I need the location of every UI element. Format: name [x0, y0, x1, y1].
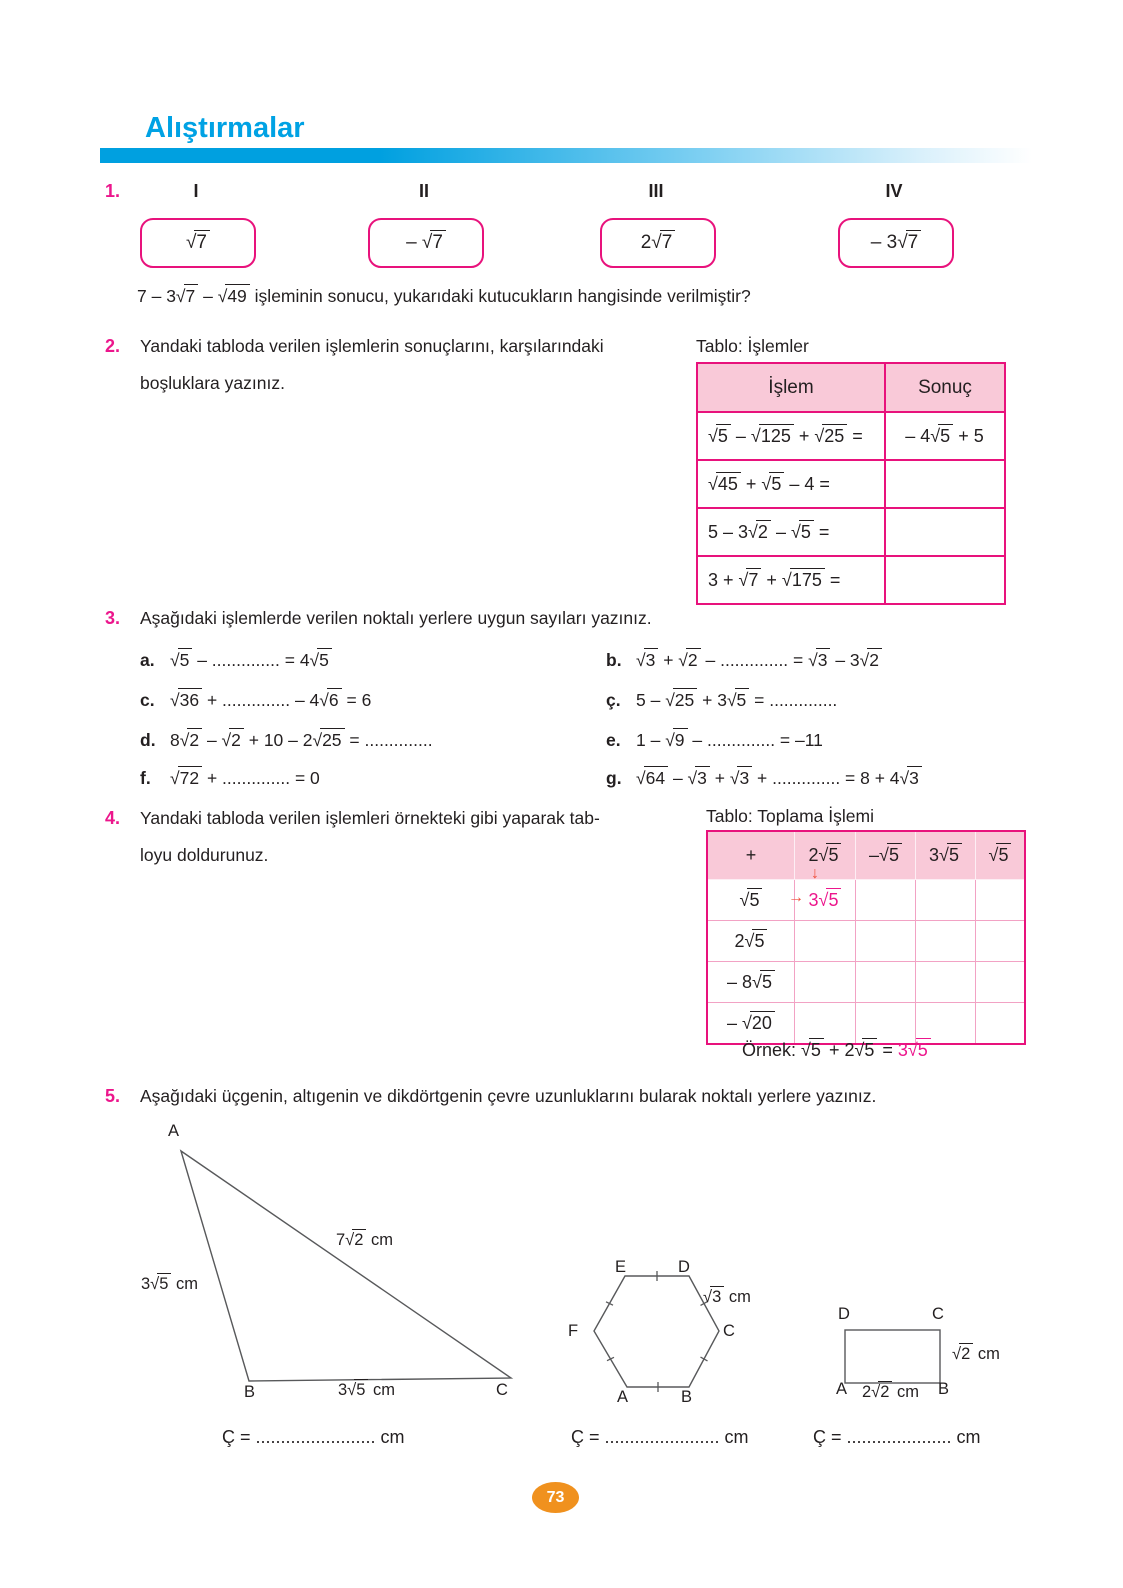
question-4-text-line1: Yandaki tabloda verilen işlemleri örnekteki gibi yaparak tab- — [140, 808, 600, 828]
option-box-2 — [368, 218, 484, 268]
roman-numeral-4: IV — [885, 181, 903, 201]
row-header-2: 2√5 — [707, 921, 795, 962]
q3-item-c — [140, 690, 371, 711]
empty-cell — [795, 1003, 856, 1045]
empty-cell — [976, 1003, 1026, 1045]
q3-item-b-expression: √3 + √2 – .............. = √3 – 3√2 — [636, 650, 882, 670]
hexagon-vertex-e: E — [615, 1258, 627, 1276]
q3-item-d-label: d. — [140, 730, 156, 750]
triangle-side-bc-label: 3√5 cm — [338, 1381, 396, 1399]
q3-item-g-expression: √64 – √3 + √3 + .............. = 8 + 4√3 — [636, 768, 922, 788]
rectangle-height-label: √2 cm — [952, 1345, 1000, 1363]
example-result: 3√5 — [898, 1040, 931, 1060]
question-5-text: Aşağıdaki üçgenin, altıgenin ve dikdörtgenin çevre uzunluklarını bularak noktalı yerlere yazınız. — [140, 1086, 877, 1106]
rectangle-vertex-d: D — [838, 1305, 850, 1323]
q3-item-c-expression: √36 + .............. – 4√6 = 6 — [170, 690, 372, 710]
q3-item-a — [140, 650, 332, 671]
q3-item-f-expression: √72 + .............. = 0 — [170, 768, 320, 788]
column-header-islem: İşlem — [697, 363, 885, 412]
q3-item-g — [606, 768, 922, 789]
table-row — [697, 412, 1005, 460]
empty-cell — [856, 921, 916, 962]
q3-item-f-label: f. — [140, 768, 151, 788]
triangle-perimeter-blank: Ç = ........................ cm — [222, 1427, 405, 1447]
q3-item-d — [140, 730, 433, 751]
page-number: 73 — [546, 1488, 565, 1506]
table-row — [707, 962, 1025, 1003]
hexagon-vertex-f: F — [568, 1322, 579, 1340]
red-right-arrow-icon: → — [788, 889, 804, 906]
table-row — [707, 880, 1025, 921]
triangle-figure — [148, 1118, 548, 1393]
question-3-number: 3. — [105, 608, 121, 628]
roman-numeral-3: III — [648, 181, 664, 201]
col-header-2: –√5 — [856, 831, 916, 880]
question-2-number: 2. — [105, 336, 121, 356]
q3-item-cc — [606, 690, 837, 711]
example-cell-value: 3√5 — [809, 890, 842, 910]
triangle-side-ac-label: 7√2 cm — [336, 1231, 394, 1249]
rectangle-vertex-a: A — [836, 1380, 848, 1398]
table-toplama — [706, 830, 1026, 1045]
q3-item-b — [606, 650, 882, 671]
col-header-4: √5 — [976, 831, 1026, 880]
q3-item-e-expression: 1 – √9 – .............. = –11 — [636, 730, 823, 750]
sonuc-cell-blank — [885, 460, 1005, 508]
rectangle-width-label: 2√2 cm — [862, 1383, 920, 1401]
hexagon-vertex-c: C — [723, 1322, 735, 1340]
rectangle-vertex-c: C — [932, 1305, 944, 1323]
table-row — [707, 921, 1025, 962]
row-header-3: – 8√5 — [707, 962, 795, 1003]
hexagon-vertex-a: A — [617, 1388, 629, 1406]
empty-cell — [976, 921, 1026, 962]
col-header-1: 2√5 — [795, 831, 856, 880]
question-1-number: 1. — [105, 181, 121, 201]
empty-cell — [976, 962, 1026, 1003]
page-number-badge — [532, 1482, 579, 1513]
row-header-4: – √20 — [707, 1003, 795, 1045]
roman-numeral-2: II — [418, 181, 429, 201]
question-5-number: 5. — [105, 1086, 121, 1106]
option-box-2-value: – √7 — [406, 232, 446, 254]
q3-item-a-expression: √5 – .............. = 4√5 — [170, 650, 332, 670]
empty-cell — [976, 880, 1026, 921]
triangle-vertex-c: C — [496, 1381, 508, 1399]
column-header-sonuc: Sonuç — [885, 363, 1005, 412]
q3-item-f — [140, 768, 320, 789]
empty-cell — [795, 962, 856, 1003]
question-2-text-line1: Yandaki tabloda verilen işlemlerin sonuçlarını, karşılarındaki — [140, 336, 604, 356]
col-header-3: 3√5 — [916, 831, 976, 880]
hexagon-side-label: √3 cm — [703, 1288, 751, 1306]
triangle-side-ab-label: 3√5 cm — [141, 1275, 199, 1293]
roman-numeral-1: I — [193, 181, 199, 201]
table-row — [697, 508, 1005, 556]
option-box-1 — [140, 218, 256, 268]
table-row — [697, 556, 1005, 604]
question-4-text-line2: loyu doldurunuz. — [140, 845, 269, 865]
islem-cell: √5 – √125 + √25 = — [697, 412, 885, 460]
question-1-expression: 7 – 3√7 – √49 — [137, 286, 250, 306]
example-expression: √5 + 2√5 = — [801, 1040, 898, 1060]
sonuc-cell-blank — [885, 508, 1005, 556]
option-box-3-value: 2√7 — [641, 232, 676, 254]
sonuc-cell: – 4√5 + 5 — [885, 412, 1005, 460]
table-toplama-caption: Tablo: Toplama İşlemi — [706, 806, 874, 826]
q3-item-c-label: c. — [140, 690, 155, 710]
rectangle-perimeter-blank: Ç = ..................... cm — [813, 1427, 981, 1447]
table-islemler — [696, 362, 1006, 605]
option-box-4 — [838, 218, 954, 268]
q3-item-e — [606, 730, 823, 751]
row-header-1: √5 — [707, 880, 795, 921]
table-row — [707, 831, 1025, 880]
page-title: Alıştırmalar — [145, 112, 305, 144]
table-row — [697, 460, 1005, 508]
q3-item-cc-expression: 5 – √25 + 3√5 = .............. — [636, 690, 838, 710]
option-box-1-value: √7 — [186, 232, 210, 254]
example-prefix: Örnek: — [742, 1040, 802, 1060]
question-3-text: Aşağıdaki işlemlerde verilen noktalı yerlere uygun sayıları yazınız. — [140, 608, 652, 628]
empty-cell — [916, 880, 976, 921]
table-islemler-caption: Tablo: İşlemler — [696, 336, 809, 356]
question-1-text — [137, 286, 751, 307]
empty-cell — [795, 921, 856, 962]
question-1-sentence: işleminin sonucu, yukarıdaki kutucukların hangisinde verilmiştir? — [254, 286, 751, 306]
empty-cell — [916, 962, 976, 1003]
option-box-4-value: – 3√7 — [871, 232, 921, 254]
triangle-vertex-b: B — [244, 1383, 256, 1401]
q3-item-b-label: b. — [606, 650, 622, 670]
question-2-text-line2: boşluklara yazınız. — [140, 373, 285, 393]
rectangle-vertex-b: B — [938, 1380, 950, 1398]
example-line — [742, 1040, 931, 1061]
q3-item-d-expression: 8√2 – √2 + 10 – 2√25 = .............. — [170, 730, 433, 750]
option-box-3 — [600, 218, 716, 268]
triangle-vertex-a: A — [168, 1122, 180, 1140]
hexagon-figure — [560, 1252, 790, 1407]
q3-item-e-label: e. — [606, 730, 621, 750]
q3-item-g-label: g. — [606, 768, 622, 788]
table-row — [697, 363, 1005, 412]
title-underline-bar — [100, 148, 1032, 163]
sonuc-cell-blank — [885, 556, 1005, 604]
plus-header: + — [707, 831, 795, 880]
red-down-arrow-icon: ↓ — [811, 865, 819, 882]
hexagon-vertex-d: D — [678, 1258, 690, 1276]
empty-cell — [856, 880, 916, 921]
islem-cell: √45 + √5 – 4 = — [697, 460, 885, 508]
hexagon-perimeter-blank: Ç = ....................... cm — [571, 1427, 749, 1447]
q3-item-a-label: a. — [140, 650, 155, 670]
example-cell — [788, 865, 856, 921]
islem-cell: 3 + √7 + √175 = — [697, 556, 885, 604]
hexagon-vertex-b: B — [681, 1388, 693, 1406]
empty-cell — [856, 962, 916, 1003]
empty-cell — [916, 921, 976, 962]
islem-cell: 5 – 3√2 – √5 = — [697, 508, 885, 556]
question-4-number: 4. — [105, 808, 121, 828]
q3-item-cc-label: ç. — [606, 690, 621, 710]
